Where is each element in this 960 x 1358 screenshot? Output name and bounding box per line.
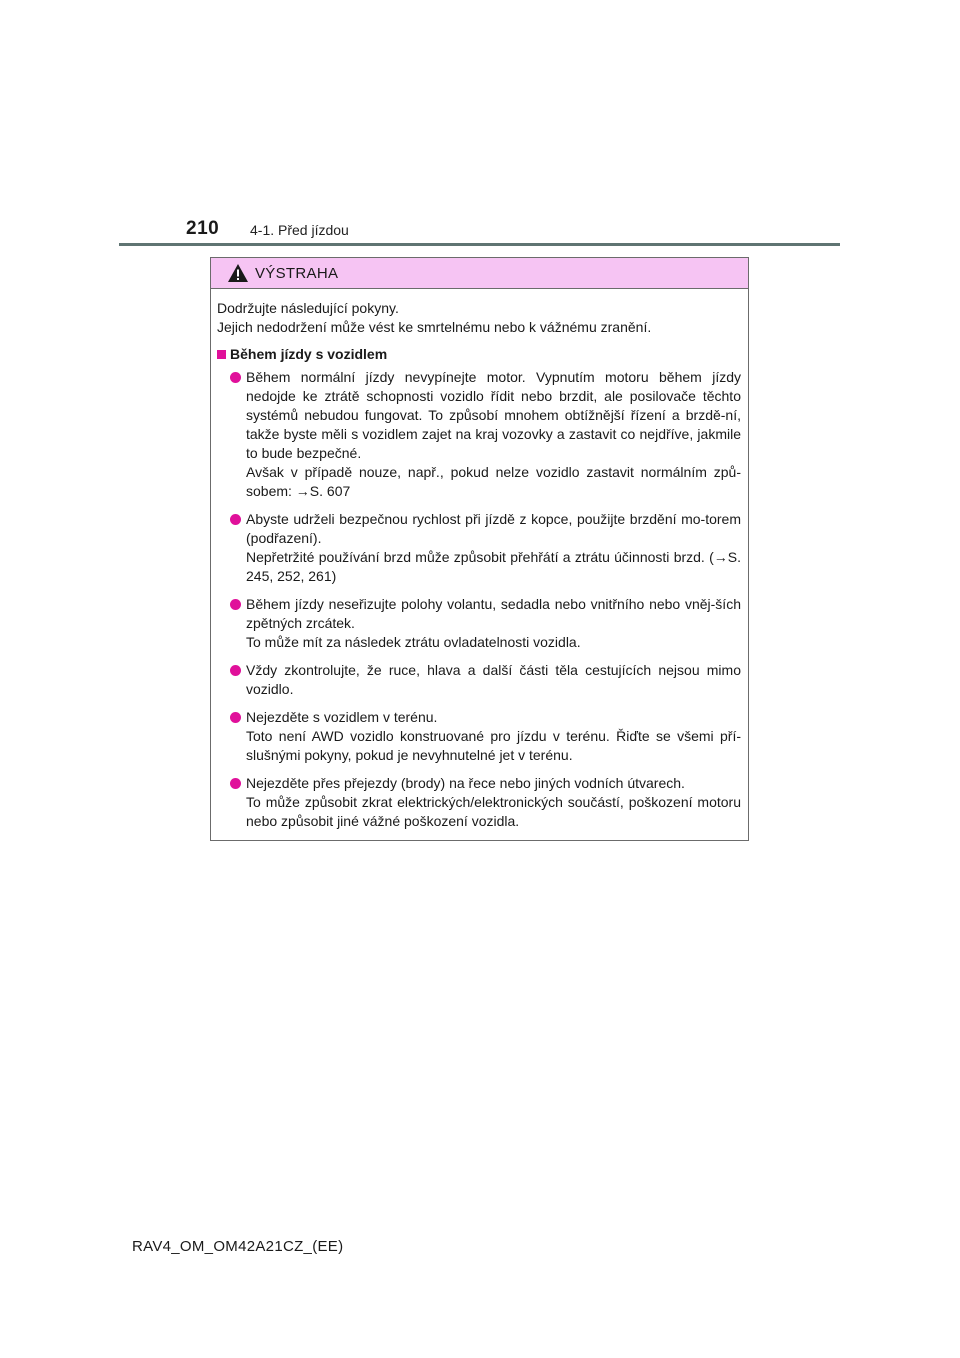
circle-bullet-icon (230, 778, 241, 789)
paragraph: Nepřetržité používání brzd může způsobit přehřátí a ztrátu účinnosti brzd. (→S. 245, 252, 261) (246, 549, 741, 584)
circle-bullet-icon (230, 599, 241, 610)
intro-line: Jejich nedodržení může vést ke smrtelnému nebo k vážnému zranění. (217, 319, 652, 335)
list-item (217, 708, 741, 765)
bullet-list (217, 368, 741, 831)
paragraph: Vždy zkontrolujte, že ruce, hlava a další části těla cestujících nejsou mimo vozidlo. (246, 662, 741, 697)
paragraph: Toto není AWD vozidlo konstruované pro jízdu v terénu. Řiďte se všemi pří-slušnými pokyny, pokud je nevyhnutelné jet v terénu. (246, 728, 741, 763)
intro-line: Dodržujte následující pokyny. (217, 300, 399, 316)
paragraph: Během normální jízdy nevypínejte motor. Vypnutím motoru během jízdy nedojde ke ztrátě schopnosti vozidlo řídit nebo brzdit, ale posilovače těchto systémů nebudou fungovat. To způsobí mnohem obtížnější řízení a brzdě-ní, takže byste měli s vozidlem zajet na kraj vozovky a zastavit co nejdříve, jakmile to bude bezpečné. (246, 369, 741, 461)
paragraph: Během jízdy neseřizujte polohy volantu, sedadla nebo vnitřního nebo vněj-ších zpětných zrcátek. (246, 596, 741, 631)
header-rule (119, 243, 840, 246)
list-item (217, 368, 741, 501)
circle-bullet-icon (230, 372, 241, 383)
list-item (217, 774, 741, 831)
paragraph: Avšak v případě nouze, např., pokud nelze vozidlo zastavit normálním způ-sobem: →S. 607 (246, 464, 741, 499)
paragraph: Nejezděte přes přejezdy (brody) na řece nebo jiných vodních útvarech. (246, 775, 685, 791)
warning-triangle-icon (227, 263, 249, 283)
list-item-text (246, 708, 741, 765)
subheading (217, 345, 741, 364)
section-title: 4-1. Před jízdou (250, 222, 349, 238)
paragraph: To může mít za následek ztrátu ovladatelnosti vozidla. (246, 634, 581, 650)
square-bullet-icon (217, 350, 226, 359)
subheading-text: Během jízdy s vozidlem (230, 346, 388, 362)
list-item (217, 510, 741, 586)
page-number: 210 (186, 218, 220, 239)
circle-bullet-icon (230, 712, 241, 723)
paragraph: Abyste udrželi bezpečnou rychlost při jízdě z kopce, použijte brzdění mo-torem (podřazení). (246, 511, 741, 546)
list-item (217, 595, 741, 652)
list-item (217, 661, 741, 699)
list-item-text (246, 368, 741, 501)
document-code: RAV4_OM_OM42A21CZ_(EE) (132, 1238, 344, 1255)
circle-bullet-icon (230, 514, 241, 525)
warning-box (210, 257, 749, 841)
list-item-text (246, 661, 741, 699)
paragraph: To může způsobit zkrat elektrických/elektronických součástí, poškození motoru nebo způsobit jiné vážné poškození vozidla. (246, 794, 741, 829)
circle-bullet-icon (230, 665, 241, 676)
list-item-text (246, 595, 741, 652)
paragraph: Nejezděte s vozidlem v terénu. (246, 709, 438, 725)
list-item-text (246, 774, 741, 831)
warning-title: VÝSTRAHA (255, 265, 339, 282)
warning-body (211, 289, 748, 831)
list-item-text (246, 510, 741, 586)
warning-header (211, 258, 748, 289)
